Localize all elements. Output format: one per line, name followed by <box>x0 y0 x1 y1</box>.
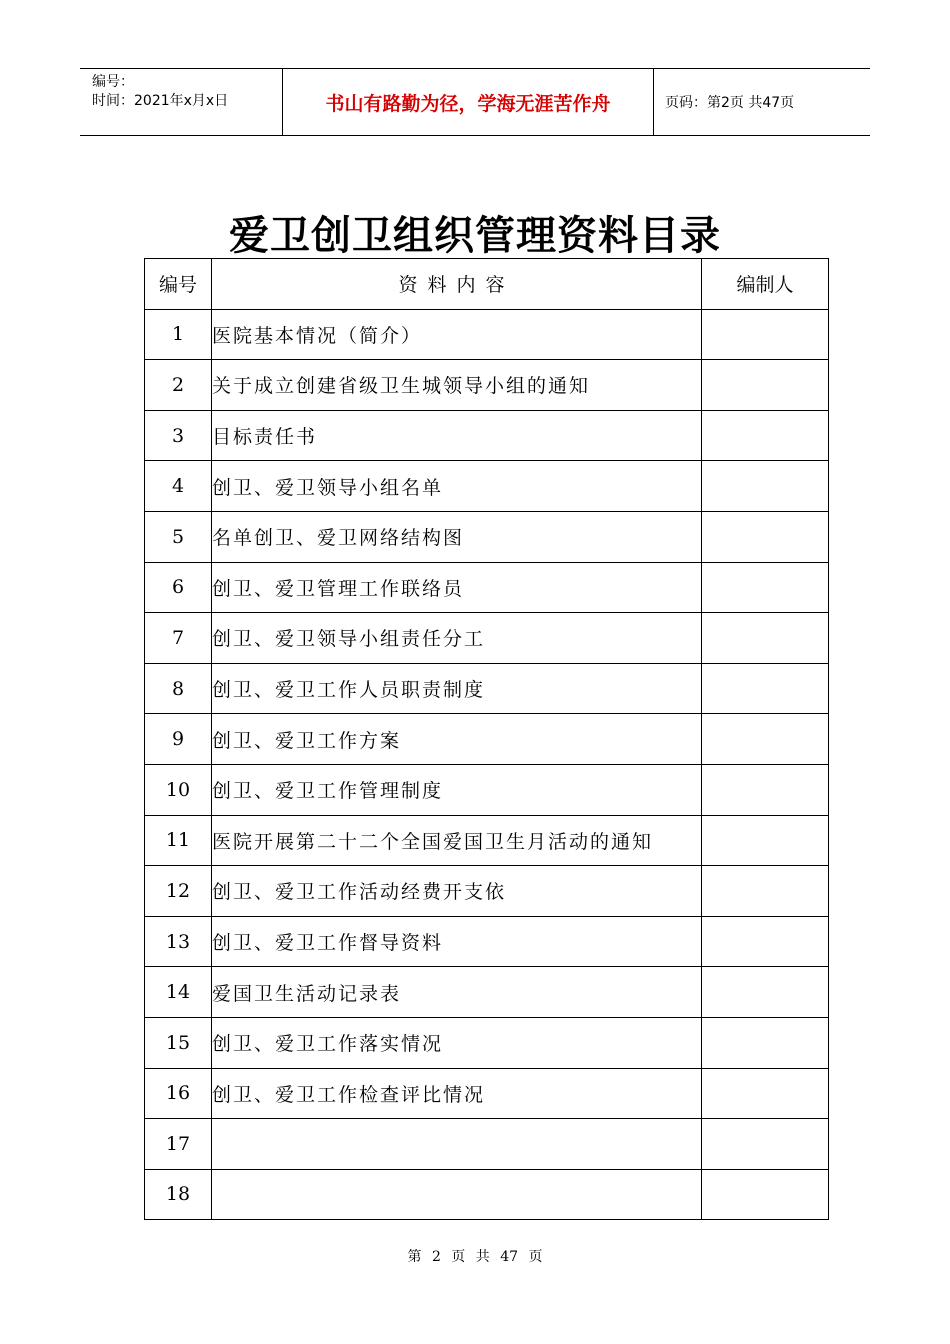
row-content: 创卫、爱卫工作方案 <box>212 714 702 765</box>
row-author <box>702 511 829 562</box>
table-row <box>145 461 829 512</box>
row-author <box>702 1169 829 1220</box>
table-row <box>145 360 829 411</box>
table-row <box>145 410 829 461</box>
table-row <box>145 714 829 765</box>
table-row <box>145 967 829 1018</box>
row-number: 5 <box>145 511 212 562</box>
row-author <box>702 967 829 1018</box>
row-author <box>702 410 829 461</box>
table-row <box>145 866 829 917</box>
row-number: 14 <box>145 967 212 1018</box>
row-content <box>212 1169 702 1220</box>
row-content: 创卫、爱卫工作活动经费开支依 <box>212 866 702 917</box>
row-number: 2 <box>145 360 212 411</box>
row-author <box>702 916 829 967</box>
header-meta <box>80 69 282 135</box>
row-content: 医院开展第二十二个全国爱国卫生月活动的通知 <box>212 815 702 866</box>
row-content: 关于成立创建省级卫生城领导小组的通知 <box>212 360 702 411</box>
header-motto: 书山有路勤为径，学海无涯苦作舟 <box>282 69 654 135</box>
header-page-info: 页码：第2页 共47页 <box>665 95 795 111</box>
row-author <box>702 562 829 613</box>
row-number: 18 <box>145 1169 212 1220</box>
row-author <box>702 309 829 360</box>
row-number: 13 <box>145 916 212 967</box>
row-content: 目标责任书 <box>212 410 702 461</box>
row-author <box>702 613 829 664</box>
row-number: 3 <box>145 410 212 461</box>
table-row <box>145 815 829 866</box>
table-row <box>145 613 829 664</box>
row-content: 医院基本情况（简介） <box>212 309 702 360</box>
row-content: 创卫、爱卫工作落实情况 <box>212 1017 702 1068</box>
row-content: 爱国卫生活动记录表 <box>212 967 702 1018</box>
page-footer: 第 2 页 共 47 页 <box>407 1249 543 1265</box>
row-content: 创卫、爱卫工作人员职责制度 <box>212 663 702 714</box>
header-number: 编号 <box>145 259 212 310</box>
row-number: 10 <box>145 764 212 815</box>
header-author: 编制人 <box>702 259 829 310</box>
table-body <box>145 309 829 1220</box>
row-author <box>702 1068 829 1119</box>
row-number: 11 <box>145 815 212 866</box>
row-content <box>212 1119 702 1170</box>
row-content: 创卫、爱卫领导小组名单 <box>212 461 702 512</box>
row-number: 8 <box>145 663 212 714</box>
table-row <box>145 663 829 714</box>
row-content: 名单创卫、爱卫网络结构图 <box>212 511 702 562</box>
table-row <box>145 1017 829 1068</box>
row-number: 1 <box>145 309 212 360</box>
row-number: 16 <box>145 1068 212 1119</box>
row-content: 创卫、爱卫管理工作联络员 <box>212 562 702 613</box>
row-author <box>702 815 829 866</box>
table-row <box>145 511 829 562</box>
page-header <box>80 68 870 136</box>
row-number: 7 <box>145 613 212 664</box>
header-code-label: 编号： <box>92 74 134 90</box>
row-author <box>702 663 829 714</box>
row-number: 4 <box>145 461 212 512</box>
directory-table <box>144 258 829 1220</box>
table-row <box>145 1119 829 1170</box>
row-author <box>702 764 829 815</box>
row-author <box>702 360 829 411</box>
row-content: 创卫、爱卫工作检查评比情况 <box>212 1068 702 1119</box>
table-row <box>145 764 829 815</box>
row-author <box>702 1017 829 1068</box>
row-number: 12 <box>145 866 212 917</box>
row-author <box>702 714 829 765</box>
table-row <box>145 1068 829 1119</box>
row-content: 创卫、爱卫领导小组责任分工 <box>212 613 702 664</box>
table-row <box>145 309 829 360</box>
document-title: 爱卫创卫组织管理资料目录 <box>229 213 721 259</box>
row-author <box>702 866 829 917</box>
row-number: 6 <box>145 562 212 613</box>
header-date-label: 时间：2021年x月x日 <box>92 93 229 109</box>
row-number: 9 <box>145 714 212 765</box>
table-row <box>145 916 829 967</box>
table-row <box>145 562 829 613</box>
row-content: 创卫、爱卫工作督导资料 <box>212 916 702 967</box>
row-author <box>702 1119 829 1170</box>
table-row <box>145 1169 829 1220</box>
header-content: 资料内容 <box>212 259 702 310</box>
row-number: 15 <box>145 1017 212 1068</box>
row-number: 17 <box>145 1119 212 1170</box>
table-header-row <box>145 259 829 310</box>
row-content: 创卫、爱卫工作管理制度 <box>212 764 702 815</box>
row-author <box>702 461 829 512</box>
